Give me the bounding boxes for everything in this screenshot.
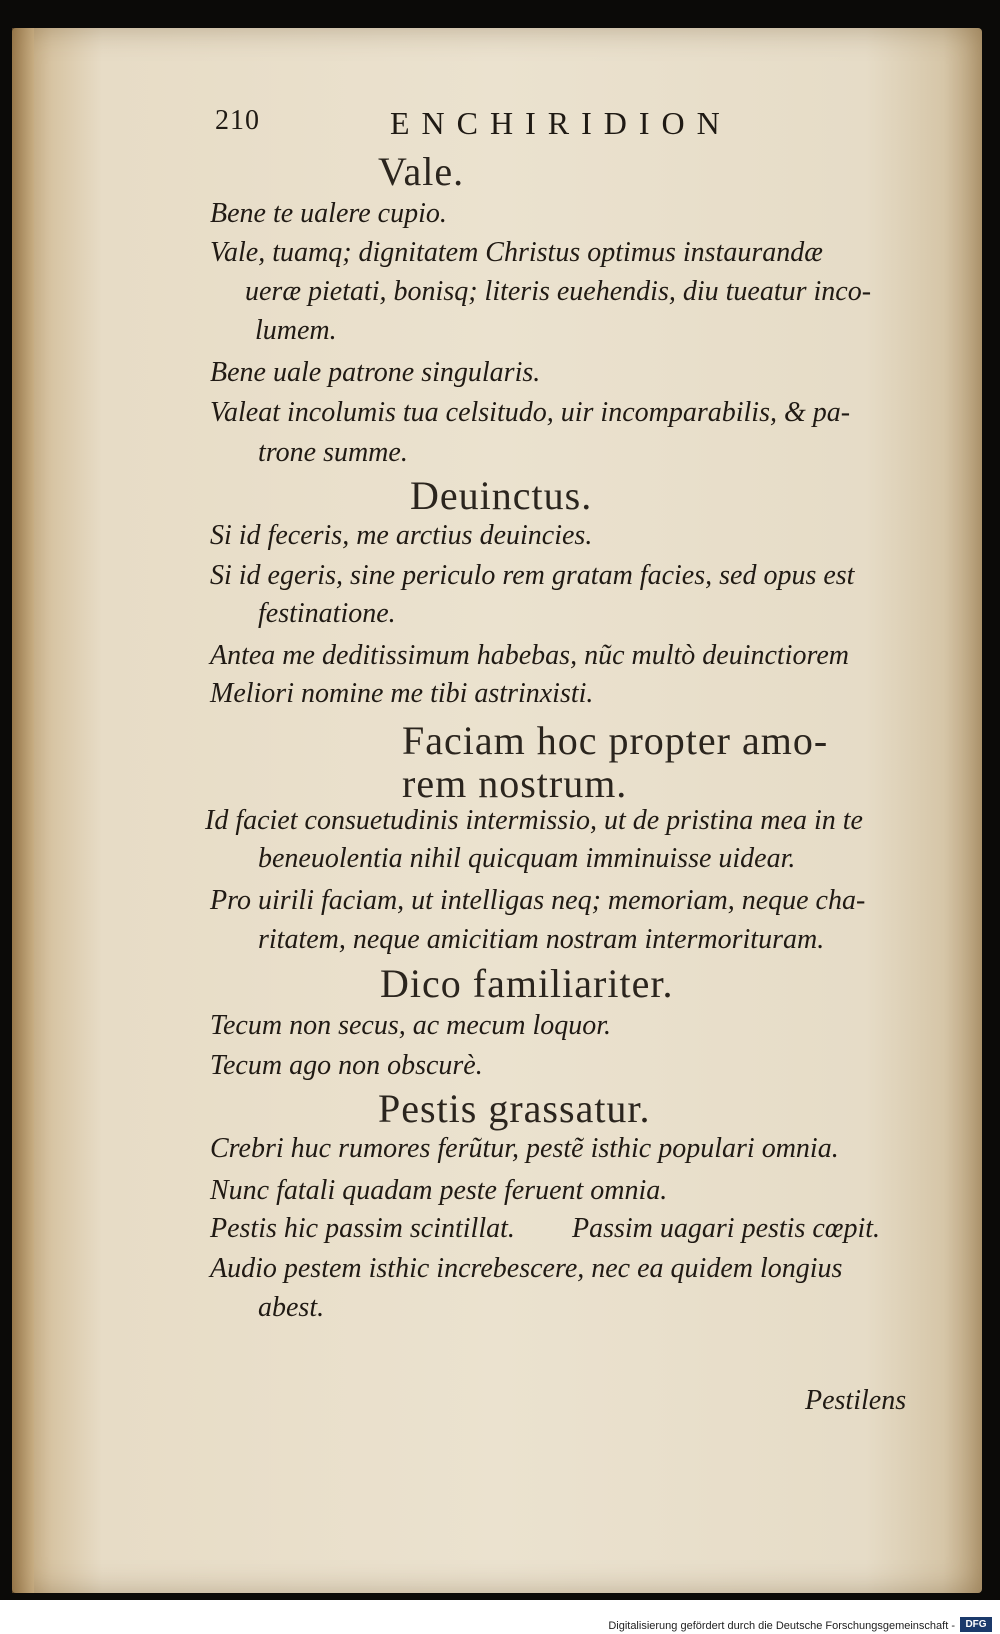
- text-line: Antea me deditissimum habebas, nũc multò deuinctiorem: [210, 640, 849, 671]
- text-line: Vale, tuamq; dignitatem Christus optimus instaurandæ: [210, 237, 823, 268]
- heading-faciam-cont: rem nostrum.: [402, 761, 628, 806]
- text-line: Pestis hic passim scintillat.: [210, 1213, 515, 1244]
- heading-pestis: Pestis grassatur.: [378, 1086, 651, 1131]
- text-line: lumem.: [255, 315, 337, 346]
- footer-credit: Digitalisierung gefördert durch die Deutsche Forschungsgemeinschaft -: [608, 1620, 955, 1632]
- page-gutter-shadow: [12, 28, 34, 1593]
- dfg-logo: DFG: [960, 1617, 992, 1632]
- text-line: ritatem, neque amicitiam nostram intermorituram.: [258, 924, 825, 955]
- text-line: trone summe.: [258, 437, 408, 468]
- text-line: Si id egeris, sine periculo rem gratam facies, sed opus est: [210, 560, 855, 591]
- text-line: festinatione.: [258, 598, 396, 629]
- catchword: Pestilens: [805, 1385, 907, 1416]
- page-number: 210: [215, 105, 260, 136]
- text-line: abest.: [258, 1292, 325, 1323]
- text-line: Valeat incolumis tua celsitudo, uir incomparabilis, & pa-: [210, 397, 851, 428]
- text-line: Bene te ualere cupio.: [210, 198, 447, 229]
- text-line: ueræ pietati, bonisq; literis euehendis, diu tueatur inco-: [245, 276, 872, 307]
- text-line: Nunc fatali quadam peste feruent omnia.: [210, 1175, 668, 1206]
- text-line: Id faciet consuetudinis intermissio, ut de pristina mea in te: [205, 805, 863, 836]
- text-line: Si id feceris, me arctius deuincies.: [210, 520, 593, 551]
- text-line: Bene uale patrone singularis.: [210, 357, 541, 388]
- heading-faciam: Faciam hoc propter amo-: [402, 718, 829, 763]
- text-line: Meliori nomine me tibi astrinxisti.: [210, 678, 594, 709]
- page-header: [0, 105, 1000, 145]
- heading-vale: Vale.: [378, 149, 465, 194]
- text-line: Audio pestem isthic increbescere, nec ea quidem longius: [210, 1253, 843, 1284]
- text-line: Tecum ago non obscurè.: [210, 1050, 483, 1081]
- heading-deuinctus: Deuinctus.: [410, 473, 593, 518]
- text-line: Pro uirili faciam, ut intelligas neq; memoriam, neque cha-: [210, 885, 866, 916]
- text-line: Crebri huc rumores ferũtur, pestẽ isthic populari omnia.: [210, 1133, 839, 1164]
- text-line: Tecum non secus, ac mecum loquor.: [210, 1010, 612, 1041]
- heading-dico: Dico familiariter.: [380, 961, 674, 1006]
- running-title: ENCHIRIDION: [390, 105, 732, 141]
- text-line: Passim uagari pestis cœpit.: [572, 1213, 881, 1244]
- text-line: beneuolentia nihil quicquam imminuisse uidear.: [258, 843, 796, 874]
